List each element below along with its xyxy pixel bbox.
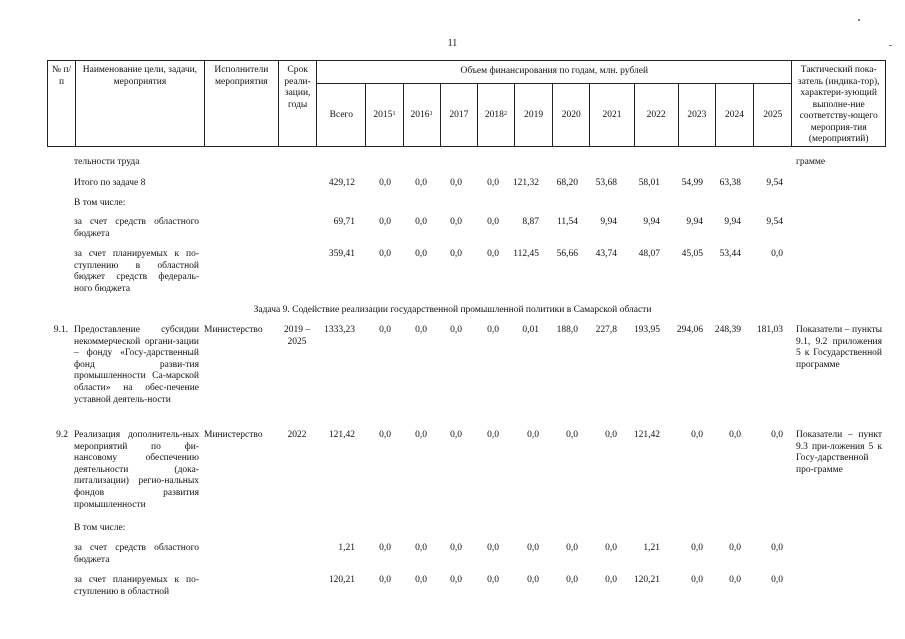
row-year-value: 0,0 xyxy=(605,543,617,553)
row-year-value: 0,0 xyxy=(415,430,427,440)
row-year-value: 9,94 xyxy=(724,217,741,227)
row-year-value: 48,07 xyxy=(638,249,660,259)
header-num: № п/п xyxy=(48,61,76,147)
row-year-value: 0,01 xyxy=(522,325,539,335)
row-year-value: 43,74 xyxy=(595,249,617,259)
header-table xyxy=(47,60,886,147)
row-year-value: 120,21 xyxy=(633,575,660,585)
row-indicator: грамме xyxy=(796,157,826,167)
row-year-value: 227,8 xyxy=(595,325,617,335)
row-year-value: 0,0 xyxy=(450,430,462,440)
row-number: 9.2 xyxy=(56,430,68,440)
header-year: 2023 xyxy=(678,84,715,146)
row-year-value: 0,0 xyxy=(487,575,499,585)
row-year-value: 0,0 xyxy=(379,325,391,335)
scan-speck xyxy=(858,19,860,21)
row-year-value: 63,38 xyxy=(719,178,741,188)
header-name: Наименование цели, задачи, мероприятия xyxy=(76,61,205,147)
row-year-value: 0,0 xyxy=(487,543,499,553)
row-year-value: 9,94 xyxy=(600,217,617,227)
row-year-value: 0,0 xyxy=(487,178,499,188)
header-year: 2018$^2$ xyxy=(477,84,514,146)
row-year-value: 0,0 xyxy=(379,543,391,553)
header-indicator: Тактический пока-затель (индика-тор), характери-зующий выполне-ние соответству-ющего мероприя-тия (мероприятий) xyxy=(792,61,886,147)
row-name: за счет планируемых к по-ступлению в областной бюджет средств федераль-ного бюджета xyxy=(74,249,199,294)
row-year-value: 0,0 xyxy=(379,575,391,585)
header-year: 2016$^1$ xyxy=(403,84,440,146)
row-year-value: 0,0 xyxy=(415,575,427,585)
row-year-value: 0,0 xyxy=(415,178,427,188)
row-year-value: 121,32 xyxy=(512,178,539,188)
row-year-value: 0,0 xyxy=(691,575,703,585)
row-total: 359,41 xyxy=(328,249,355,259)
row-year-value: 0,0 xyxy=(415,543,427,553)
row-year-value: 0,0 xyxy=(566,575,578,585)
row-name: за счет средств областного бюджета xyxy=(74,543,199,565)
row-year-value: 0,0 xyxy=(450,178,462,188)
row-year-value: 9,94 xyxy=(643,217,660,227)
row-year-value: 0,0 xyxy=(771,575,783,585)
row-year-value: 0,0 xyxy=(691,430,703,440)
row-year-value: 11,54 xyxy=(556,217,578,227)
row-year-value: 0,0 xyxy=(379,249,391,259)
row-year-value: 188,0 xyxy=(556,325,578,335)
row-total: 1333,23 xyxy=(324,325,355,335)
row-indicator: Показатели – пункт 9.3 при-ложения 5 к Госу-дарственной про-грамме xyxy=(796,430,882,475)
row-year-value: 0,0 xyxy=(450,217,462,227)
row-name: тельности труда xyxy=(74,157,140,167)
row-year-value: 0,0 xyxy=(771,543,783,553)
row-year-value: 0,0 xyxy=(379,178,391,188)
row-name: В том числе: xyxy=(74,523,126,533)
row-year-value: 294,06 xyxy=(676,325,703,335)
header-year: 2024 xyxy=(715,84,753,146)
header-year: 2021 xyxy=(590,84,634,146)
row-year-value: 58,01 xyxy=(638,178,660,188)
row-name: за счет планируемых к по-ступлению в областной xyxy=(74,575,199,597)
row-year-value: 0,0 xyxy=(605,430,617,440)
row-year-value: 0,0 xyxy=(605,575,617,585)
row-total: 1,21 xyxy=(338,543,355,553)
row-indicator: Показатели – пункты 9.1, 9.2 приложения 5 к Государственной программе xyxy=(796,325,882,370)
header-year: 2019 xyxy=(515,84,553,146)
row-year-value: 0,0 xyxy=(415,217,427,227)
row-year-value: 54,99 xyxy=(681,178,703,188)
row-year-value: 68,20 xyxy=(556,178,578,188)
header-total: Всего xyxy=(317,84,366,146)
header-year: 2020 xyxy=(553,84,590,146)
header-year: 2025 xyxy=(754,84,792,146)
row-year-value: 53,68 xyxy=(595,178,617,188)
row-year-value: 0,0 xyxy=(527,430,539,440)
row-number: 9.1. xyxy=(53,325,68,335)
task-9-heading: Задача 9. Содействие реализации государственной промышленной политики в Самарской области xyxy=(253,305,652,315)
row-year-value: 0,0 xyxy=(487,249,499,259)
row-total: 69,71 xyxy=(333,217,355,227)
row-executor: Министерство xyxy=(204,325,263,335)
row-year-value: 53,44 xyxy=(719,249,741,259)
row-year-value: 0,0 xyxy=(729,430,741,440)
row-year-value: 45,05 xyxy=(681,249,703,259)
page-number: 11 xyxy=(447,38,458,49)
row-year-value: 181,03 xyxy=(756,325,783,335)
row-year-value: 0,0 xyxy=(729,575,741,585)
row-year-value: 0,0 xyxy=(691,543,703,553)
row-year-value: 0,0 xyxy=(450,543,462,553)
header-term: Срок реали-зации, годы xyxy=(279,61,317,147)
row-name: В том числе: xyxy=(74,198,126,208)
row-year-value: 0,0 xyxy=(771,249,783,259)
row-total: 121,42 xyxy=(328,430,355,440)
row-year-value: 112,45 xyxy=(513,249,539,259)
row-year-value: 9,54 xyxy=(766,217,783,227)
row-year-value: 0,0 xyxy=(415,249,427,259)
header-executors: Исполнители мероприятия xyxy=(204,61,278,147)
row-total: 120,21 xyxy=(328,575,355,585)
row-year-value: 193,95 xyxy=(633,325,660,335)
row-name: Реализация дополнитель-ных мероприятий по фи-нансовому обеспечению деятельности (дока-питализации) регио-нальных фондов развития промышленности xyxy=(74,430,199,510)
row-year-value: 0,0 xyxy=(379,217,391,227)
row-year-value: 248,39 xyxy=(714,325,741,335)
row-year-value: 121,42 xyxy=(633,430,660,440)
header-funding: Объем финансирования по годам, млн. рублей xyxy=(317,61,792,84)
row-name: за счет средств областного бюджета xyxy=(74,217,199,239)
row-term: 2019 – 2025 xyxy=(283,325,311,347)
row-term: 2022 xyxy=(287,430,307,440)
row-year-value: 0,0 xyxy=(487,325,499,335)
row-year-value: 0,0 xyxy=(527,575,539,585)
row-executor: Министерство xyxy=(204,430,263,440)
row-year-value: 0,0 xyxy=(379,430,391,440)
row-year-value: 8,87 xyxy=(522,217,539,227)
row-year-value: 0,0 xyxy=(487,430,499,440)
scan-speck xyxy=(889,45,892,46)
row-year-value: 0,0 xyxy=(527,543,539,553)
row-year-value: 0,0 xyxy=(415,325,427,335)
row-name: Итого по задаче 8 xyxy=(74,178,146,188)
row-year-value: 56,66 xyxy=(556,249,578,259)
row-year-value: 0,0 xyxy=(450,575,462,585)
row-year-value: 0,0 xyxy=(450,325,462,335)
header-year: 2015$^1$ xyxy=(366,84,403,146)
header-year: 2022 xyxy=(634,84,678,146)
row-year-value: 1,21 xyxy=(643,543,660,553)
row-total: 429,12 xyxy=(328,178,355,188)
row-year-value: 0,0 xyxy=(487,217,499,227)
row-year-value: 0,0 xyxy=(729,543,741,553)
row-name: Предоставление субсидии некоммерческой органи-зации – фонду «Госу-дарственный фонд разви-тия промышленности Са-марской области» на обес-печение уставной деятель-ности xyxy=(74,325,199,405)
row-year-value: 0,0 xyxy=(450,249,462,259)
header-year: 2017 xyxy=(440,84,477,146)
row-year-value: 0,0 xyxy=(566,543,578,553)
row-year-value: 0,0 xyxy=(566,430,578,440)
row-year-value: 9,54 xyxy=(766,178,783,188)
row-year-value: 0,0 xyxy=(771,430,783,440)
row-year-value: 9,94 xyxy=(686,217,703,227)
